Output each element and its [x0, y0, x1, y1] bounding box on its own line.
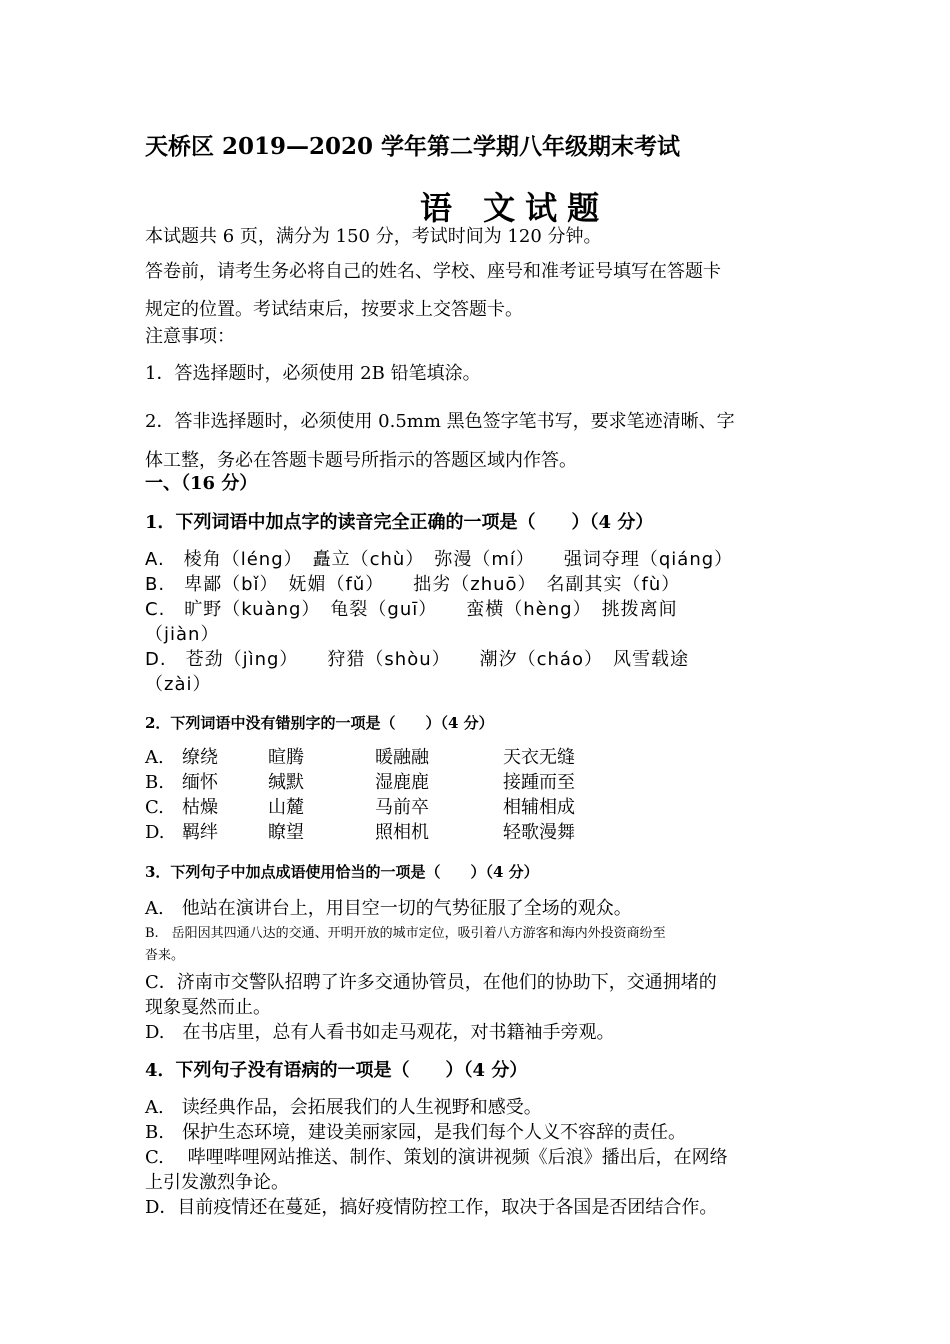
- q2-word: 相辅相成: [503, 797, 575, 818]
- q4-stem: 4．下列句子没有语病的一项是（ ）（4 分）: [145, 1060, 528, 1081]
- q4-option-b: B. 保护生态环境，建设美丽家园，是我们每个人义不容辞的责任。: [145, 1122, 686, 1143]
- q1-option-d-cont: （zài）: [145, 674, 212, 695]
- q2-option-letter: A.: [145, 747, 164, 768]
- q2-word: 暄腾: [268, 747, 304, 768]
- q2-word: 缅怀: [182, 772, 218, 793]
- q4-option-d: D．目前疫情还在蔓延，搞好疫情防控工作，取决于各国是否团结合作。: [145, 1197, 718, 1218]
- q2-word: 缭绕: [182, 747, 218, 768]
- note-2: 2．答非选择题时，必须使用 0.5mm 黑色签字笔书写，要求笔迹清晰、字: [145, 411, 735, 432]
- q4-option-c: C. 哔哩哔哩网站推送、制作、策划的演讲视频《后浪》播出后，在网络: [145, 1147, 728, 1168]
- q2-option-letter: D.: [145, 822, 165, 843]
- q2-word: 羁绊: [182, 822, 218, 843]
- intro-line-1: 本试题共 6 页，满分为 150 分，考试时间为 120 分钟。: [145, 226, 602, 247]
- q1-option-a: A. 棱角（léng） 矗立（chù） 弥漫（mí） 强词夺理（qiáng）: [145, 549, 734, 570]
- q1-option-b: B. 卑鄙（bǐ） 妩媚（fǔ） 拙劣（zhuō） 名副其实（fù）: [145, 574, 681, 595]
- q2-word: 照相机: [375, 822, 429, 843]
- subject-title: 语 文试题: [420, 189, 610, 227]
- q1-option-c-cont: （jiàn）: [145, 624, 220, 645]
- q2-word: 湿鹿鹿: [375, 772, 429, 793]
- intro-line-2: 答卷前，请考生务必将自己的姓名、学校、座号和准考证号填写在答题卡: [145, 261, 721, 282]
- q2-word: 山麓: [268, 797, 304, 818]
- q1-option-d: D. 苍劲（jìng） 狩猎（shòu） 潮汐（cháo） 风雪载途: [145, 649, 689, 670]
- q3-option-c: C．济南市交警队招聘了许多交通协管员，在他们的协助下，交通拥堵的: [145, 972, 717, 993]
- q1-option-c: C. 旷野（kuàng） 龟裂（guī） 蛮横（hèng） 挑拨离间: [145, 599, 678, 620]
- q3-option-d: D. 在书店里，总有人看书如走马观花，对书籍袖手旁观。: [145, 1022, 615, 1043]
- q2-option-letter: C.: [145, 797, 164, 818]
- notes-heading: 注意事项：: [145, 326, 235, 347]
- q3-stem: 3．下列句子中加点成语使用恰当的一项是（ ）（4 分）: [145, 863, 539, 881]
- q2-word: 枯燥: [182, 797, 218, 818]
- q2-stem: 2．下列词语中没有错别字的一项是（ ）（4 分）: [145, 714, 494, 732]
- note-1: 1．答选择题时，必须使用 2B 铅笔填涂。: [145, 363, 481, 384]
- q4-option-c-cont: 上引发激烈争论。: [145, 1172, 289, 1193]
- q2-option-letter: B.: [145, 772, 164, 793]
- q2-word: 轻歌漫舞: [503, 822, 575, 843]
- q3-option-b-cont: 沓来。: [145, 948, 185, 963]
- exam-title: 天桥区 2019—2020 学年第二学期八年级期末考试: [145, 133, 681, 160]
- intro-line-3: 规定的位置。考试结束后，按要求上交答题卡。: [145, 299, 523, 320]
- q2-word: 天衣无缝: [503, 747, 575, 768]
- q3-option-b: B. 岳阳因其四通八达的交通、开明开放的城市定位，吸引着八方游客和海内外投资商纷至: [145, 926, 666, 941]
- q1-stem: 1．下列词语中加点字的读音完全正确的一项是（ ）（4 分）: [145, 512, 654, 533]
- section-heading: 一、（16 分）: [145, 473, 258, 494]
- q2-word: 暖融融: [375, 747, 429, 768]
- q2-word: 瞭望: [268, 822, 304, 843]
- q3-option-a: A. 他站在演讲台上，用目空一切的气势征服了全场的观众。: [145, 898, 632, 919]
- q3-option-c-cont: 现象戛然而止。: [145, 997, 271, 1018]
- note-2-cont: 体工整，务必在答题卡题号所指示的答题区域内作答。: [145, 450, 577, 471]
- q2-word: 马前卒: [375, 797, 429, 818]
- q2-word: 缄默: [268, 772, 304, 793]
- q4-option-a: A. 读经典作品，会拓展我们的人生视野和感受。: [145, 1097, 542, 1118]
- q2-word: 接踵而至: [503, 772, 575, 793]
